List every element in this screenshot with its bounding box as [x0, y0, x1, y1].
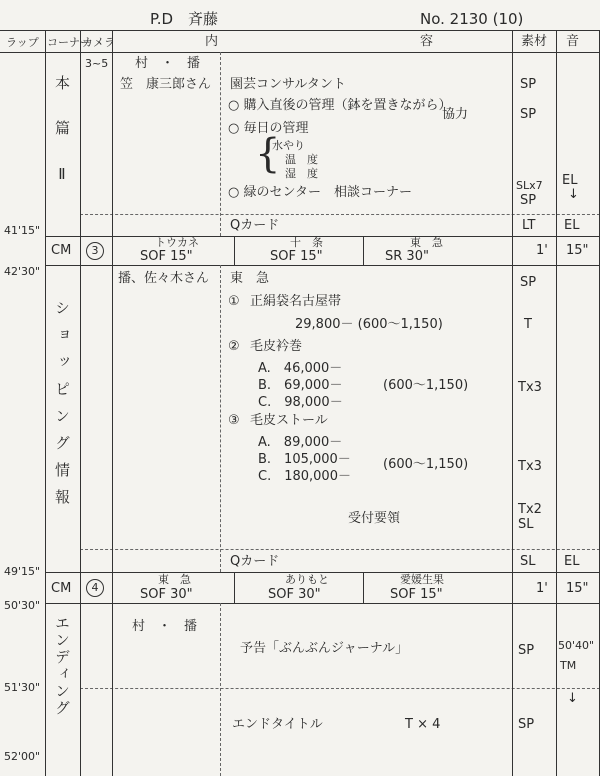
corner-shopping: ショッピング情報	[53, 300, 71, 516]
rule-v-content-b	[220, 265, 221, 572]
honpen-q-mat: LT	[522, 218, 536, 233]
honpen-item1: ○ 購入直後の管理（鉢を置きながら）	[228, 98, 452, 113]
time-42-30: 42'30"	[4, 265, 41, 278]
p1-name: 正絹袋名古屋帯	[250, 294, 342, 309]
honpen-snd-arrow: ↓	[568, 187, 579, 202]
honpen-mat2: SP	[520, 107, 537, 122]
rule-v-cm2-a	[234, 572, 235, 603]
rule-v-cm1-a	[234, 236, 235, 265]
cm1-c2-spec: SOF 15"	[270, 249, 323, 264]
cm1-c3-spec: SR 30"	[385, 249, 429, 264]
honpen-mat3: SLx7	[516, 179, 543, 192]
col-material: 素材	[521, 34, 548, 49]
honpen-sub2: 温 度	[285, 153, 318, 166]
rule-qcard1	[80, 214, 600, 215]
cm2-c2-spec: SOF 30"	[268, 587, 321, 602]
rule-v-camera	[112, 30, 113, 776]
shopping-sponsor: 東 急	[230, 271, 270, 286]
ending-yokoku: 予告「ぶんぶんジャーナル」	[240, 641, 409, 656]
p3-c: C. 180,000－	[258, 469, 351, 484]
shop-mat3: Tx3	[518, 380, 542, 395]
cm1-c3-name: 東 急	[410, 236, 443, 249]
rule-v-content-a	[220, 52, 221, 236]
p2-a: A. 46,000－	[258, 361, 343, 376]
p2-num: ②	[228, 339, 240, 354]
p1-price: 29,800－ (600～1,150)	[295, 317, 443, 332]
p3-name: 毛皮ストール	[250, 413, 328, 428]
brace: {	[255, 131, 281, 177]
ending-tx: T × 4	[405, 717, 441, 732]
col-sound: 音	[566, 34, 580, 49]
cm2-mat: 1'	[536, 581, 548, 596]
col-corner: コーナー	[47, 36, 91, 49]
rule-header	[0, 52, 600, 53]
cm2-label: CM	[51, 581, 72, 596]
shop-mat2: T	[524, 317, 532, 332]
cm2-snd: 15"	[566, 581, 589, 596]
rule-cm1-bottom	[45, 265, 600, 266]
corner-ending: エンディング	[53, 615, 71, 717]
p1-num: ①	[228, 294, 240, 309]
rule-v-corner	[80, 30, 81, 776]
rule-cm2-bottom	[45, 603, 600, 604]
p2-c: C. 98,000－	[258, 395, 343, 410]
p3-b: B. 105,000－	[258, 452, 351, 467]
cm1-c2-name: 十 条	[290, 236, 323, 249]
time-41-15: 41'15"	[4, 224, 41, 237]
p3-a: A. 89,000－	[258, 435, 343, 450]
honpen-sub3: 湿 度	[285, 167, 318, 180]
ending-mat1: SP	[518, 643, 535, 658]
cm2-number: 4	[86, 579, 104, 597]
honpen-mat4: SP	[520, 193, 537, 208]
shop-mat5: Tx2	[518, 502, 542, 517]
rule-v-cm2-b	[363, 572, 364, 603]
ending-cast: 村 ・ 播	[132, 619, 198, 634]
time-50-30: 50'30"	[4, 599, 41, 612]
shop-q-mat: SL	[520, 554, 536, 569]
col-lap: ラップ	[6, 36, 39, 49]
rule-ending-mid	[80, 688, 600, 689]
rule-v-sound	[556, 30, 557, 776]
cm1-snd: 15"	[566, 243, 589, 258]
ending-endtitle: エンドタイトル	[232, 717, 323, 732]
shop-mat6: SL	[518, 517, 534, 532]
time-52-00: 52'00"	[4, 750, 41, 763]
rule-v-lap	[45, 30, 46, 776]
honpen-snd1: EL	[562, 173, 578, 188]
shop-mat4: Tx3	[518, 459, 542, 474]
p3-num: ③	[228, 413, 240, 428]
pd-name: P.D 斉藤	[150, 10, 219, 28]
col-content-2: 容	[420, 34, 434, 49]
corner-honpen: 本篇Ⅱ	[53, 75, 71, 213]
rule-v-cm1-b	[363, 236, 364, 265]
honpen-cast2: 笠 康三郎さん	[120, 77, 212, 92]
p3-range: (600～1,150)	[383, 457, 469, 472]
shop-q-snd: EL	[564, 554, 580, 569]
p2-b: B. 69,000－	[258, 378, 343, 393]
ending-mat2: SP	[518, 717, 535, 732]
ending-snd1: 50'40"	[558, 639, 595, 652]
rule-v-material	[512, 30, 513, 776]
uketsuke: 受付要領	[348, 511, 401, 526]
time-51-30: 51'30"	[4, 681, 41, 694]
p2-range: (600～1,150)	[383, 378, 469, 393]
rule-v-content-c	[220, 603, 221, 776]
rule-top	[0, 30, 600, 31]
honpen-title: 園芸コンサルタント	[230, 77, 346, 92]
shopping-cast: 播、佐々木さん	[118, 271, 210, 286]
cm1-label: CM	[51, 243, 72, 258]
cm2-c1-name: 東 急	[158, 573, 191, 586]
rule-qcard2	[80, 549, 600, 550]
cm1-c1-spec: SOF 15"	[140, 249, 193, 264]
ending-snd-arrow: ↓	[567, 691, 578, 706]
col-content-1: 内	[205, 34, 219, 49]
ending-snd2: TM	[560, 659, 577, 672]
page-number: No. 2130 (10)	[420, 10, 524, 28]
cm1-mat: 1'	[536, 243, 548, 258]
cm2-c2-name: ありもと	[285, 573, 329, 586]
honpen-qcard: Qカード	[230, 218, 280, 233]
camera-range: 3~5	[85, 57, 109, 70]
cm2-c3-name: 愛媛生果	[400, 573, 444, 586]
p2-name: 毛皮衿巻	[250, 339, 303, 354]
cm1-number: 3	[86, 242, 104, 260]
honpen-cast1: 村 ・ 播	[135, 56, 201, 71]
honpen-mat1: SP	[520, 77, 537, 92]
cm2-c3-spec: SOF 15"	[390, 587, 443, 602]
honpen-item3: ○ 緑のセンター 相談コーナー	[228, 185, 412, 200]
shop-mat1: SP	[520, 275, 537, 290]
cm2-c1-spec: SOF 30"	[140, 587, 193, 602]
time-49-15: 49'15"	[4, 565, 41, 578]
honpen-item2: ○ 毎日の管理	[228, 121, 309, 136]
cm1-c1-name: トウカネ	[155, 236, 199, 249]
col-camera: カメラ	[82, 36, 115, 49]
honpen-kyoryoku: 協力	[442, 107, 469, 122]
shop-qcard: Qカード	[230, 554, 280, 569]
honpen-q-snd: EL	[564, 218, 580, 233]
honpen-sub1: 水やり	[272, 139, 305, 152]
